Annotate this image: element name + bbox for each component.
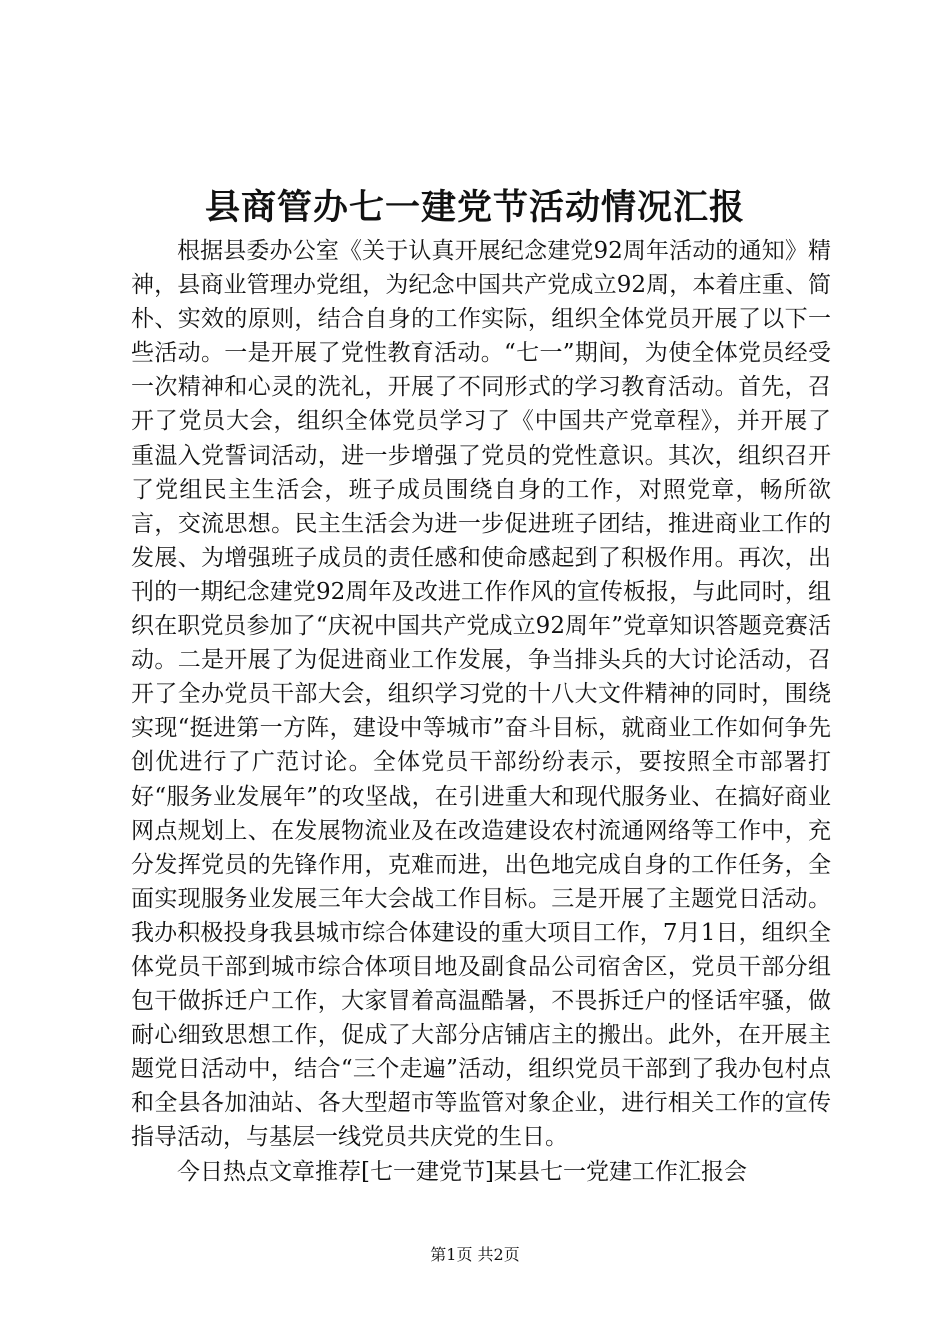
body-paragraph: 根据县委办公室《关于认真开展纪念建党92周年活动的通知》精神，县商业管理办党组，为纪念中国共产党成立92周，本着庄重、简朴、实效的原则，结合自身的工作实际，组织全体党员开展了以下一些活动。一是开展了党性教育活动。“七一”期间，为使全体党员经受一次精神和心灵的洗礼，开展了不同形式的学习教育活动。首先，召开了党员大会，组织全体党员学习了《中国共产党章程》，并开展了重温入党誓词活动，进一步增强了党员的党性意识。其次，组织召开了党组民主生活会，班子成员围绕自身的工作，对照党章，畅所欲言，交流思想。民主生活会为进一步促进班子团结，推进商业工作的发展、为增强班子成员的责任感和使命感起到了积极作用。再次，出刊的一期纪念建党92周年及改进工作作风的宣传板报，与此同时，组织在职党员参加了“庆祝中国共产党成立92周年”党章知识答题竞赛活动。二是开展了为促进商业工作发展，争当排头兵的大讨论活动，召开了全办党员干部大会，组织学习党的十八大文件精神的同时，围绕实现“挺进第一方阵，建设中等城市”奋斗目标，就商业工作如何争先创优进行了广范讨论。全体党员干部纷纷表示，要按照全市部署打好“服务业发展年”的攻坚战，在引进重大和现代服务业、在搞好商业网点规划上、在发展物流业及在改造建设农村流通网络等工作中，充分发挥党员的先锋作用，克难而进，出色地完成自身的工作任务，全面实现服务业发展三年大会战工作目标。三是开展了主题党日活动。我办积极投身我县城市综合体建设的重大项目工作，7月1日，组织全体党员干部到城市综合体项目地及副食品公司宿舍区，党员干部分组包干做拆迁户工作，大家冒着高温酷暑，不畏拆迁户的怪话牢骚，做耐心细致思想工作，促成了大部分店铺店主的搬出。此外，在开展主题党日活动中，结合“三个走遍”活动，组织党员干部到了我办包村点和全县各加油站、各大型超市等监管对象企业，进行相关工作的宣传指导活动，与基层一线党员共庆党的生日。 — [131, 238, 831, 1151]
document-body — [131, 234, 831, 1189]
page-number: 第1页 共2页 — [430, 1245, 520, 1264]
document-title: 县商管办七一建党节活动情况汇报 — [204, 187, 745, 228]
recommended-article-link[interactable]: 今日热点文章推荐[七一建党节]某县七一党建工作汇报会 — [177, 1158, 747, 1185]
